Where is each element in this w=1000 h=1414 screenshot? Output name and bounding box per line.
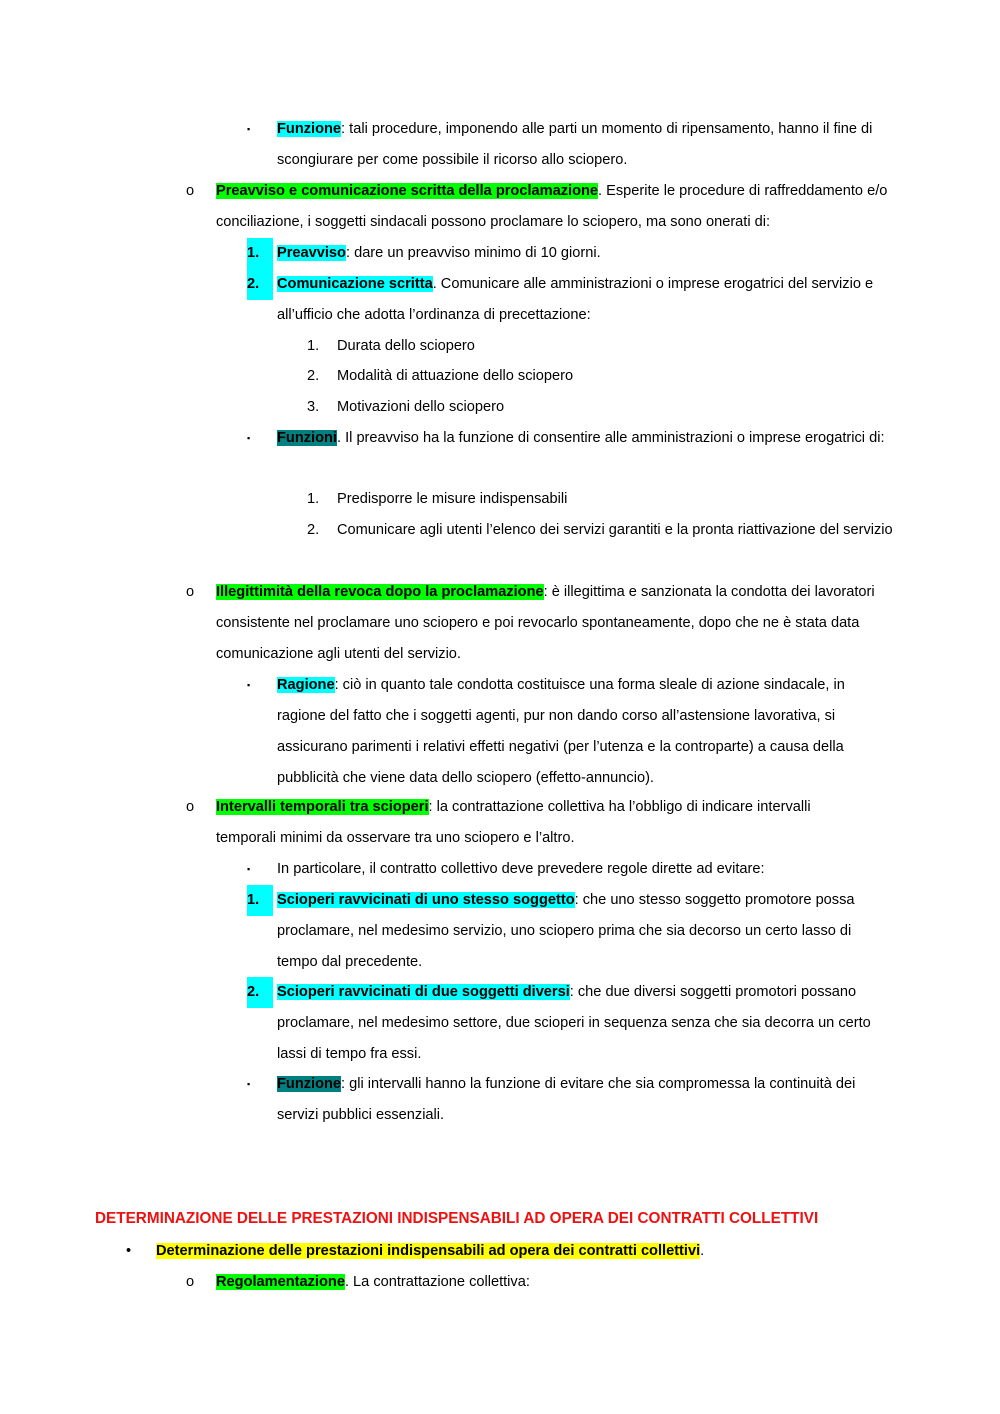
item-text: : che uno stesso soggetto promotore possa proclamare, nel medesimo servizio, uno sciopero prima che sia decorso un certo lasso di tempo dal precedente. <box>277 892 855 970</box>
list-item <box>216 1267 906 1298</box>
list-item <box>277 114 902 176</box>
list-number: 1. <box>247 238 273 269</box>
list-item <box>277 269 902 331</box>
term-highlight: Ragione <box>277 677 335 693</box>
list-item <box>277 885 887 978</box>
list-item: Motivazioni dello sciopero <box>337 399 505 415</box>
bullet-icon: • <box>126 1243 132 1259</box>
item-text: . Il preavviso ha la funzione di consentire alle amministrazioni o imprese erogatrici di: <box>336 430 885 446</box>
item-text: : ciò in quanto tale condotta costituisce una forma sleale di azione sindacale, in ragione del fatto che i soggetti agenti, pur non dando corso all’astensione lavorativa, si assicurano parimenti i relativi effetti negativi (per l’utenza e la controparte) a causa della pubblicità che viene data dello sciopero (effetto-annuncio). <box>277 677 845 786</box>
circle-bullet-icon: o <box>186 1274 195 1290</box>
circle-bullet-icon: o <box>186 584 195 600</box>
list-item <box>216 792 856 854</box>
term-highlight: Intervalli temporali tra scioperi <box>216 799 429 815</box>
list-item <box>277 238 902 269</box>
item-text: : tali procedure, imponendo alle parti un momento di ripensamento, hanno il fine di scongiurare per come possibile il ricorso allo sciopero. <box>277 121 873 168</box>
item-text: : è illegittima e sanzionata la condotta dei lavoratori consistente nel proclamare uno sciopero e poi revocarlo spontaneamente, dopo che ne è stata data comunicazione agli utenti del servizio. <box>216 584 875 662</box>
square-bullet-icon: ▪ <box>247 433 251 443</box>
term-highlight: Regolamentazione <box>216 1274 345 1290</box>
list-number: 2. <box>307 522 320 538</box>
list-item <box>216 577 906 670</box>
list-item: Comunicare agli utenti l’elenco dei servizi garantiti e la pronta riattivazione del servizio <box>337 522 893 538</box>
term-highlight: Scioperi ravvicinati di due soggetti diversi <box>277 984 570 1000</box>
term-highlight: Funzione <box>277 121 342 137</box>
item-text: . Esperite le procedure di raffreddamento e/o conciliazione, i soggetti sindacali possono proclamare lo sciopero, ma sono onerati di: <box>216 183 888 230</box>
list-item: Modalità di attuazione dello sciopero <box>337 368 574 384</box>
item-text: . <box>700 1243 705 1259</box>
item-text: . La contrattazione collettiva: <box>344 1274 530 1290</box>
term-highlight: Scioperi ravvicinati di uno stesso soggetto <box>277 892 575 908</box>
list-item <box>216 176 906 238</box>
term-highlight: Preavviso e comunicazione scritta della proclamazione <box>216 183 599 199</box>
list-number: 1. <box>307 338 320 354</box>
list-number: 2. <box>247 269 273 300</box>
list-item <box>277 423 902 454</box>
term-highlight: Funzione <box>277 1076 342 1092</box>
square-bullet-icon: ▪ <box>247 1079 251 1089</box>
list-number: 2. <box>247 977 273 1008</box>
list-item <box>156 1236 906 1267</box>
square-bullet-icon: ▪ <box>247 124 251 134</box>
list-item <box>277 670 897 794</box>
list-item <box>277 1069 897 1131</box>
list-number: 3. <box>307 399 320 415</box>
term-highlight: Preavviso <box>277 245 346 261</box>
square-bullet-icon: ▪ <box>247 864 251 874</box>
list-item: In particolare, il contratto collettivo deve prevedere regole dirette ad evitare: <box>277 861 765 877</box>
square-bullet-icon: ▪ <box>247 680 251 690</box>
list-number: 1. <box>307 491 320 507</box>
item-text: : dare un preavviso minimo di 10 giorni. <box>345 245 601 261</box>
list-item: Predisporre le misure indispensabili <box>337 491 568 507</box>
term-highlight: Determinazione delle prestazioni indispensabili ad opera dei contratti collettivi <box>156 1243 701 1259</box>
term-highlight: Comunicazione scritta <box>277 276 433 292</box>
list-number: 2. <box>307 368 320 384</box>
item-text: : la contrattazione collettiva ha l’obbligo di indicare intervalli temporali minimi da osservare tra uno sciopero e l’altro. <box>216 799 811 846</box>
item-text: : che due diversi soggetti promotori possano proclamare, nel medesimo settore, due scioperi in sequenza senza che sia decorra un certo lassi di tempo fra essi. <box>277 984 871 1062</box>
list-number: 1. <box>247 885 273 916</box>
item-text: . Comunicare alle amministrazioni o imprese erogatrici del servizio e all’ufficio che adotta l’ordinanza di precettazione: <box>277 276 874 323</box>
section-heading: DETERMINAZIONE DELLE PRESTAZIONI INDISPENSABILI AD OPERA DEI CONTRATTI COLLETTIVI <box>95 1209 819 1227</box>
list-item: Durata dello sciopero <box>337 338 475 354</box>
term-highlight: Illegittimità della revoca dopo la proclamazione <box>216 584 544 600</box>
term-highlight: Funzioni <box>277 430 337 446</box>
list-item <box>277 977 902 1070</box>
item-text: : gli intervalli hanno la funzione di evitare che sia compromessa la continuità dei servizi pubblici essenziali. <box>277 1076 856 1123</box>
circle-bullet-icon: o <box>186 183 195 199</box>
circle-bullet-icon: o <box>186 799 195 815</box>
